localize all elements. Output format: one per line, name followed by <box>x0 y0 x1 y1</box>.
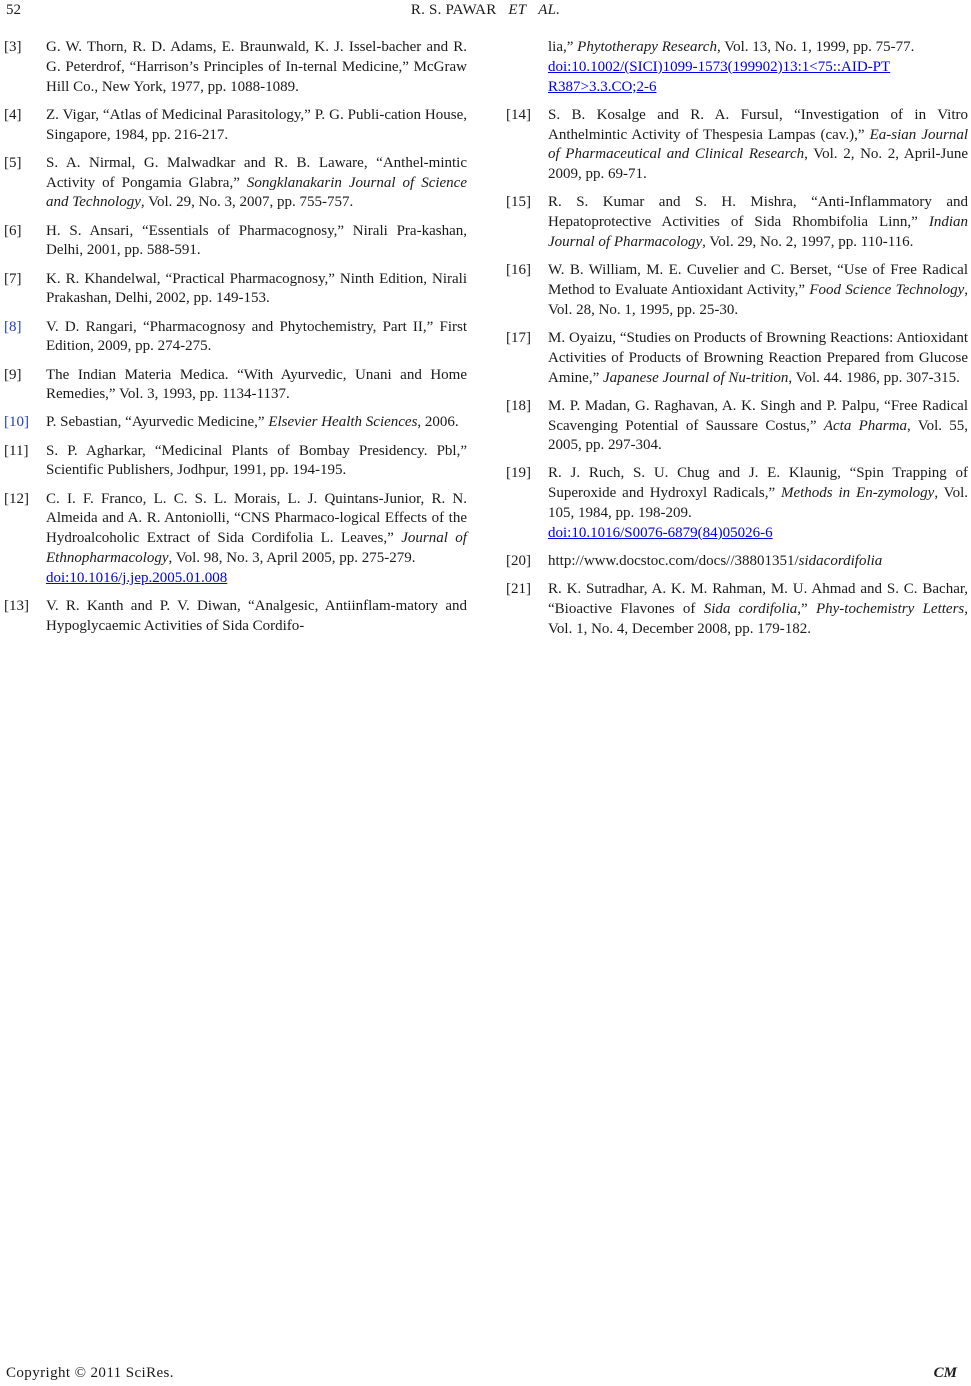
running-head-et: ET <box>508 2 527 18</box>
reference-segment: S. P. Agharkar, “Medicinal Plants of Bombay Presidency. Pbl,” Scientific Publishers, Jodhpur, 1991, pp. 194-195. <box>46 442 467 479</box>
reference-text <box>46 38 467 97</box>
reference-item <box>506 193 968 252</box>
reference-item <box>506 464 968 543</box>
running-head <box>0 2 971 19</box>
reference-number: [6] <box>4 222 22 239</box>
references-right-column <box>506 38 968 648</box>
reference-text <box>46 270 467 310</box>
reference-segment: , Vol. 29, No. 2, 1997, pp. 110-116. <box>702 233 914 250</box>
running-head-authors: R. S. PAWAR <box>410 2 497 18</box>
reference-number: [7] <box>4 270 22 287</box>
reference-segment: , Vol. 105, 1984, pp. 198-209. <box>548 485 969 522</box>
journal-abbreviation: CM <box>933 1365 957 1381</box>
reference-number: [5] <box>4 154 22 171</box>
reference-item <box>4 38 467 97</box>
reference-text <box>548 261 968 320</box>
reference-segment: http://www.docstoc.com/docs//38801351/ <box>548 553 799 570</box>
reference-text <box>46 318 467 358</box>
reference-number: [4] <box>4 106 22 123</box>
reference-segment: V. R. Kanth and P. V. Diwan, “Analgesic, Antiinflam-matory and Hypoglycaemic Activities of Sida Cordifo- <box>46 598 467 634</box>
reference-text <box>46 442 467 482</box>
reference-segment: S. B. Kosalge and R. A. Fursul, “Investigation of in Vitro Anthelmintic Activity of Thespesia Lampas (cav.),” <box>548 106 968 143</box>
reference-segment: Z. Vigar, “Atlas of Medicinal Parasitology,” P. G. Publi-cation House, Singapore, 1984, pp. 216-217. <box>46 106 467 143</box>
reference-text <box>548 464 968 543</box>
reference-segment: lia,” <box>548 39 578 55</box>
reference-number: [20] <box>506 553 531 570</box>
reference-text <box>548 106 968 185</box>
reference-segment: , Vol. 29, No. 3, 2007, pp. 755-757. <box>140 194 354 211</box>
reference-journal-title: Phytotherapy Research <box>577 39 717 55</box>
reference-item <box>506 397 968 456</box>
reference-segment: R. K. Sutradhar, A. K. M. Rahman, M. U. Ahmad and S. C. Bachar, “Bioactive Flavones of <box>548 581 968 618</box>
reference-text <box>46 413 467 433</box>
reference-text <box>548 329 968 388</box>
reference-item <box>4 442 467 482</box>
reference-segment: P. Sebastian, “Ayurvedic Medicine,” <box>46 414 269 431</box>
reference-number[interactable]: [8] <box>4 318 22 335</box>
reference-number: [3] <box>4 39 22 55</box>
reference-text <box>548 580 968 639</box>
reference-number <box>506 38 548 97</box>
copyright-notice: Copyright © 2011 SciRes. <box>6 1365 174 1381</box>
reference-number: [17] <box>506 329 531 346</box>
reference-segment: S. A. Nirmal, G. Malwadkar and R. B. Laware, “Anthel-mintic Activity of Pongamia Glabra,” <box>46 154 467 191</box>
reference-segment: , Vol. 1, No. 4, December 2008, pp. 179-182. <box>548 601 968 637</box>
reference-journal-title: Songklanakarin Journal of Science and Technology <box>46 174 467 211</box>
reference-journal-title: Indian Journal of Pharmacology <box>548 214 968 250</box>
doi-link[interactable]: doi:10.1016/j.jep.2005.01.008 <box>46 569 228 586</box>
reference-segment: The Indian Materia Medica. “With Ayurvedic, Unani and Home Remedies,” Vol. 3, 1993, pp. 1134-1137. <box>46 366 467 403</box>
reference-journal-title: Japanese Journal of Nu-trition <box>602 369 789 386</box>
reference-text <box>548 552 968 572</box>
reference-item <box>506 38 968 97</box>
reference-number: [16] <box>506 262 531 279</box>
reference-segment: , Vol. 2, No. 2, April-June 2009, pp. 69-71. <box>548 146 969 183</box>
reference-item <box>4 366 467 406</box>
reference-segment: , Vol. 44. 1986, pp. 307-315. <box>788 369 960 386</box>
reference-segment: R. J. Ruch, S. U. Chug and J. E. Klaunig, “Spin Trapping of Superoxide and Hydroxyl Radicals,” <box>548 465 968 502</box>
reference-item <box>4 490 467 589</box>
reference-number: [9] <box>4 366 22 383</box>
reference-number: [15] <box>506 194 531 211</box>
reference-journal-title: Acta Pharma <box>823 417 907 434</box>
reference-text <box>548 397 968 456</box>
page-header <box>0 0 971 26</box>
reference-item <box>506 329 968 388</box>
reference-segment: W. B. William, M. E. Cuvelier and C. Berset, “Use of Free Radical Method to Evaluate Antioxidant Activity,” <box>548 262 968 298</box>
reference-item <box>4 597 467 637</box>
reference-segment: , Vol. 98, No. 3, April 2005, pp. 275-279. <box>168 550 416 567</box>
reference-item <box>506 106 968 185</box>
reference-segment: R. S. Kumar and S. H. Mishra, “Anti-Inflammatory and Hepatoprotective Activities of Sida Rhombifolia Linn,” <box>548 194 968 231</box>
reference-segment: V. D. Rangari, “Pharmacognosy and Phytochemistry, Part II,” First Edition, 2009, pp. 274-275. <box>46 318 467 355</box>
reference-number: [18] <box>506 397 531 414</box>
reference-segment: G. W. Thorn, R. D. Adams, E. Braunwald, K. J. Issel-bacher and R. G. Peterdrof, “Harrison’s Principles of In-ternal Medicine,” McGraw Hill Co., New York, 1977, pp. 1088-1089. <box>46 39 467 95</box>
page-number: 52 <box>6 2 21 18</box>
reference-journal-title: Ea-sian Journal of Pharmaceutical and Clinical Research <box>548 126 968 163</box>
reference-journal-title: Sida cordifolia <box>703 601 798 618</box>
reference-item <box>4 270 467 310</box>
reference-item <box>4 318 467 358</box>
reference-text <box>548 38 968 97</box>
reference-number: [11] <box>4 442 29 459</box>
reference-segment: , 2006. <box>417 414 459 431</box>
reference-segment: K. R. Khandelwal, “Practical Pharmacognosy,” Ninth Edition, Nirali Prakashan, Delhi, 2002, pp. 149-153. <box>46 270 467 307</box>
reference-segment: , Vol. 13, No. 1, 1999, pp. 75-77. <box>716 39 915 55</box>
reference-number: [19] <box>506 465 531 482</box>
reference-number: [13] <box>4 598 29 615</box>
reference-text <box>46 106 467 146</box>
reference-segment: H. S. Ansari, “Essentials of Pharmacognosy,” Nirali Pra-kashan, Delhi, 2001, pp. 588-591. <box>46 222 467 259</box>
reference-text <box>46 366 467 406</box>
reference-number: [12] <box>4 490 29 507</box>
reference-number: [21] <box>506 581 531 598</box>
reference-number[interactable]: [10] <box>4 414 29 431</box>
reference-item <box>4 222 467 262</box>
references-left-column <box>4 38 467 645</box>
running-head-al: AL. <box>538 2 561 18</box>
reference-number: [14] <box>506 106 531 123</box>
reference-journal-title: sidacordifolia <box>798 553 883 570</box>
reference-segment: , Vol. 55, 2005, pp. 297-304. <box>548 417 969 454</box>
page-footer <box>0 1362 971 1386</box>
reference-item <box>506 261 968 320</box>
reference-journal-title: Elsevier Health Sciences <box>268 414 418 431</box>
reference-text <box>46 154 467 213</box>
reference-item <box>506 552 968 572</box>
reference-text <box>46 490 467 589</box>
reference-journal-title: Methods in En-zymology <box>780 485 935 502</box>
reference-segment: , Vol. 28, No. 1, 1995, pp. 25-30. <box>548 281 968 318</box>
doi-link[interactable]: doi:10.1002/(SICI)1099-1573(199902)13:1<75::AID-PT R387>3.3.CO;2-6 <box>548 58 891 95</box>
reference-item <box>4 413 467 433</box>
reference-segment: M. Oyaizu, “Studies on Products of Browning Reactions: Antioxidant Activities of Products of Browning Reaction Prepared from Glucose Amine,” <box>548 329 968 386</box>
reference-text <box>46 222 467 262</box>
reference-journal-title: Journal of Ethnopharmacology <box>46 530 467 567</box>
reference-text <box>46 597 467 637</box>
reference-item <box>4 154 467 213</box>
reference-journal-title: Food Science Technology <box>809 281 965 298</box>
doi-link[interactable]: doi:10.1016/S0076-6879(84)05026-6 <box>548 524 773 541</box>
reference-item <box>4 106 467 146</box>
reference-segment: M. P. Madan, G. Raghavan, A. K. Singh and P. Palpu, “Free Radical Scavenging Potential of Saussare Costus,” <box>548 397 968 434</box>
reference-item <box>506 580 968 639</box>
reference-segment: C. I. F. Franco, L. C. S. L. Morais, L. J. Quintans-Junior, R. N. Almeida and A. R. Antoniolli, “CNS Pharmaco-logical Effects of the Hydroalcoholic Extract of Sida Cordifolia L. Leaves,” <box>46 490 467 547</box>
reference-journal-title: Phy-tochemistry Letters <box>815 601 965 618</box>
reference-text <box>548 193 968 252</box>
reference-segment: ,” <box>797 601 816 618</box>
